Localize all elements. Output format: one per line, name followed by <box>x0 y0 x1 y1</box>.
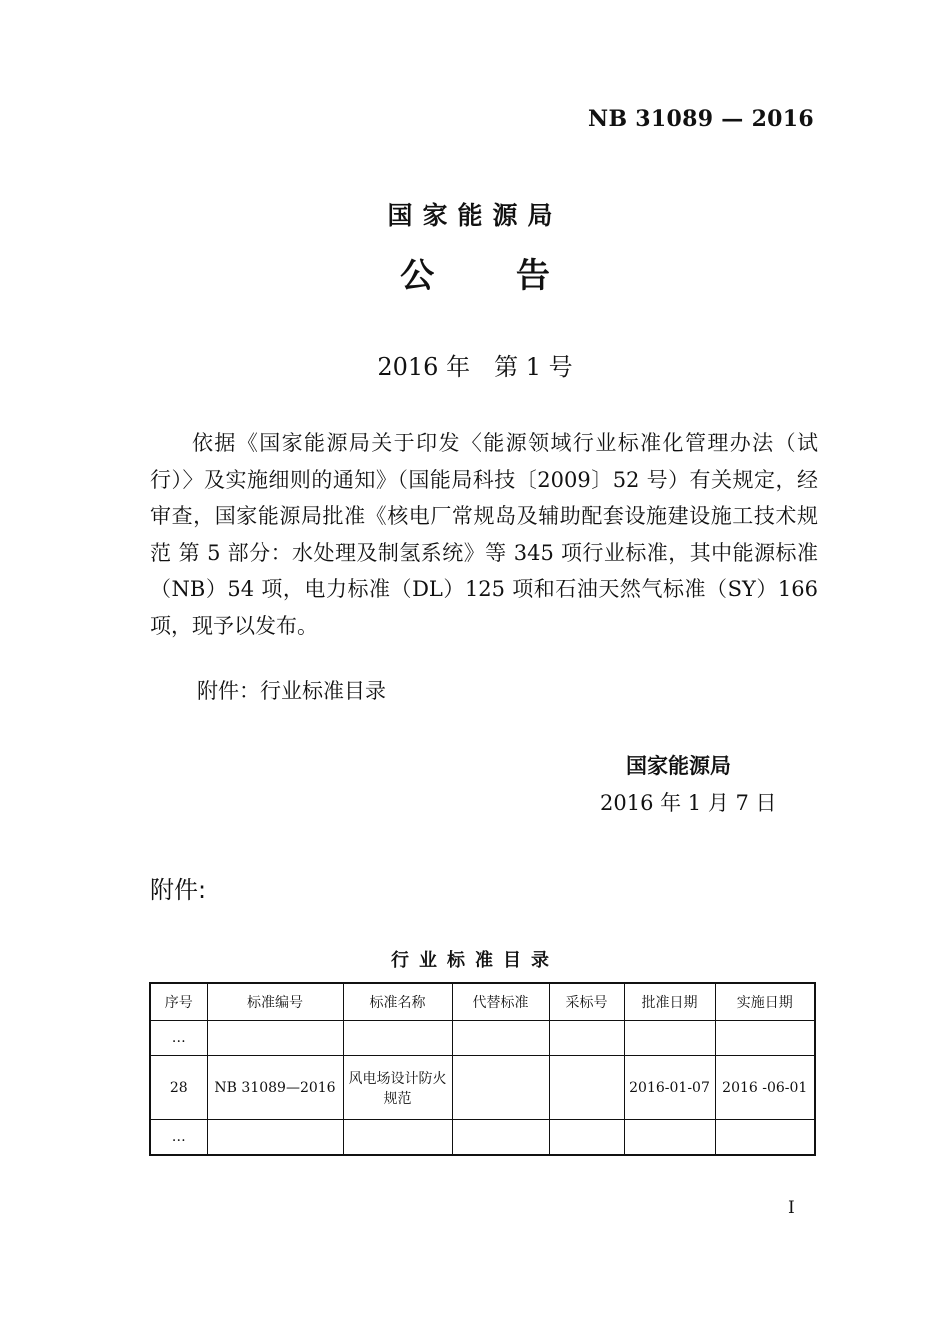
notice-title: 公 告 <box>400 256 550 296</box>
table-cell: 2016 -06-01 <box>715 1056 815 1120</box>
table-row <box>150 1056 815 1120</box>
table-cell <box>452 1021 549 1056</box>
column-header-name: 标准名称 <box>343 983 452 1021</box>
table-cell: … <box>150 1120 207 1156</box>
signature-organization: 国家能源局 <box>626 754 731 778</box>
table-cell: NB 31089—2016 <box>207 1056 343 1120</box>
column-header-replaces: 代替标准 <box>452 983 549 1021</box>
table-cell <box>715 1021 815 1056</box>
table-cell <box>549 1120 624 1156</box>
annex-label: 附件: <box>150 876 207 904</box>
table-row <box>150 1021 815 1056</box>
table-header-row <box>150 983 815 1021</box>
catalog-table-title: 行业标准目录 <box>391 950 559 971</box>
table-cell <box>624 1021 715 1056</box>
signature-date: 2016 年 1 月 7 日 <box>600 791 777 815</box>
table-cell <box>715 1120 815 1156</box>
table-cell <box>549 1056 624 1120</box>
issuing-authority: 国家能源局 <box>387 201 563 230</box>
standards-catalog-table <box>149 982 816 1156</box>
page-number: I <box>788 1198 795 1218</box>
table-cell <box>207 1021 343 1056</box>
table-cell <box>549 1021 624 1056</box>
table-cell <box>452 1056 549 1120</box>
column-header-approval-date: 批准日期 <box>624 983 715 1021</box>
attachment-line: 附件：行业标准目录 <box>197 679 386 703</box>
standard-code: NB 31089 — 2016 <box>588 106 814 132</box>
table-cell: 28 <box>150 1056 207 1120</box>
notice-number: 2016 年 第 1 号 <box>377 353 573 381</box>
table-cell <box>207 1120 343 1156</box>
table-cell: 2016-01-07 <box>624 1056 715 1120</box>
table-cell <box>343 1021 452 1056</box>
column-header-adoption-no: 采标号 <box>549 983 624 1021</box>
table-row <box>150 1120 815 1156</box>
table-cell <box>343 1120 452 1156</box>
notice-body: 依据《国家能源局关于印发〈能源领域行业标准化管理办法（试行）〉及实施细则的通知》（国能局科技〔2009〕52 号）有关规定，经审查，国家能源局批准《核电厂常规岛及辅助配套设施建设施工技术规范 第 5 部分：水处理及制氢系统》等 345 项行业标准，其中能源标准（NB）54 项，电力标准（DL）125 项和石油天然气标准（SY）166 项，现予以发布。 <box>150 431 818 638</box>
table-cell <box>624 1120 715 1156</box>
column-header-seq: 序号 <box>150 983 207 1021</box>
column-header-code: 标准编号 <box>207 983 343 1021</box>
table-cell: 风电场设计防火规范 <box>343 1056 452 1120</box>
table-cell <box>452 1120 549 1156</box>
table-cell: … <box>150 1021 207 1056</box>
column-header-effective-date: 实施日期 <box>715 983 815 1021</box>
